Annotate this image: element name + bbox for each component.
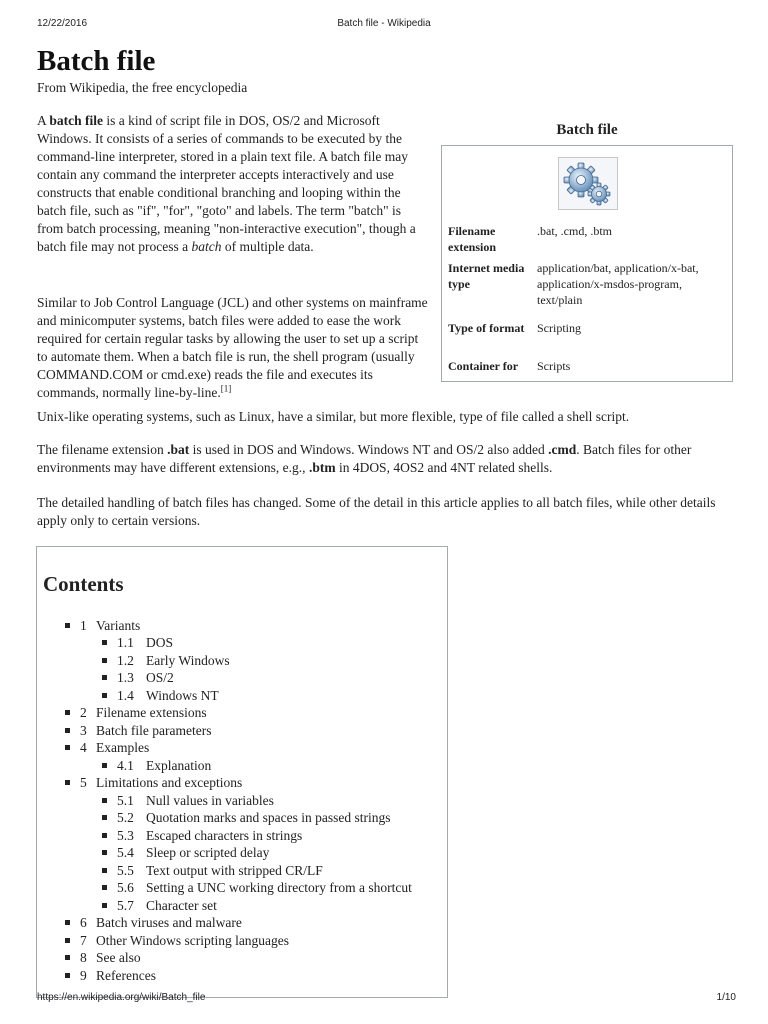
bullet-icon [102, 833, 107, 838]
intro-paragraph-2 [37, 294, 432, 402]
toc-number: 8 [80, 950, 87, 965]
toc-link[interactable]: Escaped characters in strings [146, 828, 303, 843]
bullet-icon [65, 745, 70, 750]
bullet-icon [102, 850, 107, 855]
infobox-label: Filename extension [448, 224, 496, 254]
toc-link[interactable]: Sleep or scripted delay [146, 845, 270, 860]
bullet-icon [65, 955, 70, 960]
bullet-icon [65, 780, 70, 785]
toc-link[interactable]: Batch viruses and malware [96, 915, 242, 930]
toc-number: 5.1 [117, 793, 134, 808]
p1-text-c: is a kind of script file in DOS, OS/2 and Microsoft Windows. It consists of a series of commands to be executed by the command-line interpreter, stored in a plain text file. A batch file may contain any command the interpreter accepts interactively and use constructs that enable conditional branching and looping within the batch file, such as "if", "for", "goto" and labels. The term "batch" is from batch processing, meaning "non-interactive execution", though a batch file may not process a [37, 113, 416, 254]
toc-number: 6 [80, 915, 87, 930]
bullet-icon [65, 920, 70, 925]
p1-text-a: A [37, 113, 50, 128]
toc-number: 5.2 [117, 810, 134, 825]
bullet-icon [102, 815, 107, 820]
p4-text-a: The filename extension [37, 442, 168, 457]
toc-link[interactable]: Batch file parameters [96, 723, 212, 738]
toc-number: 1.3 [117, 670, 134, 685]
toc-link[interactable]: Setting a UNC working directory from a shortcut [146, 880, 412, 895]
p4-text-c: is used in DOS and Windows. Windows NT and OS/2 also added [189, 442, 549, 457]
toc-number: 1 [80, 618, 87, 633]
intro-paragraph-1 [37, 112, 429, 256]
p1-term-batch-file: batch file [49, 113, 104, 128]
infobox-label: Container for [448, 359, 519, 373]
bullet-icon [102, 903, 107, 908]
toc-title: Contents [43, 572, 124, 596]
infobox-title: Batch file [556, 122, 618, 138]
toc-number: 5.3 [117, 828, 134, 843]
p2-text: Similar to Job Control Language (JCL) and other systems on mainframe and minicomputer systems, batch files were added to ease the work required for certain regular tasks by allowing the user to set up a script to automate them. When a batch file is run, the shell program (usually COMMAND.COM or cmd.exe) reads the file and executes its commands, normally line-by-line. [37, 295, 428, 400]
page-number: 1/10 [716, 992, 736, 1003]
p4-text-e: . Batch files for other environments may have different extensions, e.g., [37, 442, 692, 475]
toc-link[interactable]: DOS [146, 635, 174, 650]
toc-number: 9 [80, 968, 87, 983]
print-footer [0, 992, 768, 1006]
toc-link[interactable]: Examples [96, 740, 150, 755]
bullet-icon [102, 885, 107, 890]
bullet-icon [65, 728, 70, 733]
toc-link[interactable]: Variants [96, 618, 141, 633]
intro-paragraph-3: Unix-like operating systems, such as Linux, have a similar, but more flexible, type of file called a shell script. [37, 409, 630, 424]
bullet-icon [102, 640, 107, 645]
p1-term-batch: batch [191, 239, 222, 254]
toc-link[interactable]: Other Windows scripting languages [96, 933, 290, 948]
gears-icon [558, 157, 618, 210]
toc-number: 1.1 [117, 635, 134, 650]
bullet-icon [65, 710, 70, 715]
toc-link[interactable]: See also [96, 950, 141, 965]
toc-link[interactable]: Explanation [146, 758, 212, 773]
bullet-icon [102, 658, 107, 663]
infobox-label: Type of format [448, 321, 525, 335]
bullet-icon [65, 973, 70, 978]
print-page-title: Batch file - Wikipedia [337, 18, 431, 29]
citation-link[interactable]: [1] [220, 383, 232, 394]
infobox-label: Internet media type [448, 261, 525, 291]
toc-link[interactable]: Windows NT [146, 688, 219, 703]
toc-number: 7 [80, 933, 87, 948]
page-title: Batch file [37, 45, 156, 77]
p4-ext-cmd: .cmd [548, 442, 577, 457]
toc-number: 5.7 [117, 898, 134, 913]
toc-link[interactable]: Limitations and exceptions [96, 775, 243, 790]
toc-number: 5.6 [117, 880, 134, 895]
toc-number: 4.1 [117, 758, 134, 773]
infobox-value: Scripts [537, 359, 571, 373]
tagline: From Wikipedia, the free encyclopedia [37, 80, 248, 95]
bullet-icon [65, 623, 70, 628]
bullet-icon [102, 798, 107, 803]
print-header [0, 18, 768, 32]
toc-number: 1.4 [117, 688, 134, 703]
infobox-value: Scripting [537, 321, 581, 335]
toc-link[interactable]: Character set [146, 898, 217, 913]
intro-paragraph-5: The detailed handling of batch files has changed. Some of the detail in this article applies to all batch files, while other details apply only to certain versions. [37, 495, 716, 528]
infobox-value: .bat, .cmd, .btm [537, 224, 612, 238]
bullet-icon [102, 763, 107, 768]
p4-text-g: in 4DOS, 4OS2 and 4NT related shells. [335, 460, 553, 475]
infobox [441, 145, 733, 382]
infobox-value: application/bat, application/x-bat, application/x-msdos-program, text/plain [537, 261, 699, 307]
toc-link[interactable]: OS/2 [146, 670, 174, 685]
bullet-icon [102, 868, 107, 873]
toc-number: 5.5 [117, 863, 134, 878]
toc-link[interactable]: Filename extensions [96, 705, 207, 720]
intro-paragraph-4 [37, 441, 737, 477]
p4-ext-bat: .bat [167, 442, 190, 457]
bullet-icon [65, 938, 70, 943]
toc-number: 1.2 [117, 653, 134, 668]
toc-number: 5 [80, 775, 87, 790]
toc-link[interactable]: Text output with stripped CR/LF [146, 863, 323, 878]
page-url: https://en.wikipedia.org/wiki/Batch_file [37, 992, 206, 1003]
toc-number: 3 [80, 723, 87, 738]
bullet-icon [102, 693, 107, 698]
bullet-icon [102, 675, 107, 680]
table-of-contents [36, 546, 448, 998]
toc-number: 5.4 [117, 845, 134, 860]
p4-ext-btm: .btm [308, 460, 336, 475]
p1-text-e: of multiple data. [221, 239, 314, 254]
toc-link[interactable]: Early Windows [146, 653, 230, 668]
toc-link[interactable]: Quotation marks and spaces in passed strings [146, 810, 391, 825]
toc-number: 2 [80, 705, 87, 720]
print-date: 12/22/2016 [37, 18, 88, 29]
toc-number: 4 [80, 740, 87, 755]
toc-link[interactable]: References [96, 968, 156, 983]
toc-link[interactable]: Null values in variables [146, 793, 274, 808]
